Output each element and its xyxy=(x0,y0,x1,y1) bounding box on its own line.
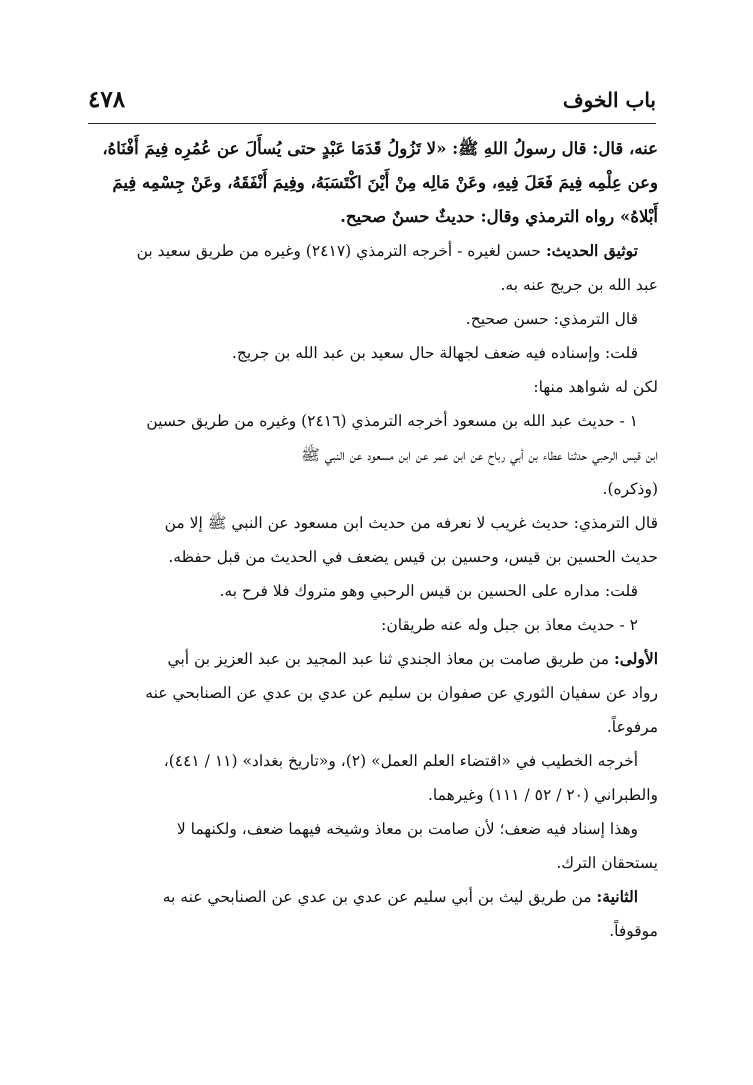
text-fragment: من طريق ليث بن أبي سليم عن عدي بن عدي عن الصنابحي عنه به xyxy=(162,888,592,906)
text-line: لكن له شواهد منها: xyxy=(533,378,658,396)
isnad-assessment-cont xyxy=(78,846,658,880)
section-label: توثيق الحديث: xyxy=(545,241,638,260)
ibn-masud-paragraph-cont xyxy=(78,438,658,506)
text-line: رواد عن سفيان الثوري عن صفوان بن سليم عن عدي بن عدي عن الصنابحي عنه xyxy=(145,684,658,702)
second-route xyxy=(78,880,658,914)
text-line: ٢ - حديث معاذ بن جبل وله عنه طريقان: xyxy=(381,616,638,634)
page-body xyxy=(78,132,658,948)
section-label: الأولى: xyxy=(614,649,658,668)
khatib-takhrij-cont xyxy=(78,778,658,812)
tirmidhi-comment xyxy=(78,506,658,574)
header-divider xyxy=(88,123,656,124)
text-line: أَبْلاهُ» رواه الترمذي وقال: حديثٌ حسنٌ صحيح. xyxy=(340,207,658,226)
text-line xyxy=(78,880,638,914)
hadith-text xyxy=(78,132,658,234)
text-line xyxy=(78,234,638,268)
section-label: الثانية: xyxy=(596,887,638,906)
first-route xyxy=(78,642,658,744)
page-header xyxy=(88,84,656,120)
text-line: عبد الله بن جريج عنه به. xyxy=(500,276,658,294)
takhrij-paragraph xyxy=(78,234,658,268)
text-fragment: حسن لغيره - أخرجه الترمذي (٢٤١٧) وغيره من طريق سعيد بن xyxy=(136,242,541,260)
text-line: قلت: مداره على الحسين بن قيس الرحبي وهو متروك فلا فرح به. xyxy=(219,582,638,600)
khatib-takhrij xyxy=(78,744,658,778)
text-line: مرفوعاً. xyxy=(606,718,658,736)
text-line: (وذكره). xyxy=(602,480,658,498)
text-line: ١ - حديث عبد الله بن مسعود أخرجه الترمذي (٢٤١٦) وغيره من طريق حسين xyxy=(146,412,638,430)
text-line: ابن قيس الرحبي حدثنا عطاء بن أبي رباح عن ابن عمر عن ابن مسعود عن النبي ﷺ xyxy=(301,446,658,464)
text-line: حديث الحسين بن قيس، وحسين بن قيس يضعف في الحديث من قبل حفظه. xyxy=(168,548,658,566)
takhrij-paragraph-cont xyxy=(78,268,658,302)
text-line: يستحقان الترك. xyxy=(556,854,658,872)
text-line: وعن عِلْمِه فِيمَ فَعَلَ فِيهِ، وعَنْ مَالِه مِنْ أَيْنَ اكْتَسَبَهُ، وفِيمَ أَنْفَقَهُ، وعَنْ جِسْمِه فِيمَ xyxy=(112,173,658,192)
second-route-cont xyxy=(78,914,658,948)
text-line: قال الترمذي: حسن صحيح. xyxy=(465,310,638,328)
author-note xyxy=(78,336,658,370)
tirmidhi-ruling xyxy=(78,302,658,336)
page-number: ٤٧٨ xyxy=(88,86,126,113)
ibn-masud-paragraph xyxy=(78,404,658,438)
text-line: موقوفاً. xyxy=(609,922,658,940)
isnad-assessment xyxy=(78,812,658,846)
shawahid-intro xyxy=(78,370,658,404)
text-fragment: من طريق صامت بن معاذ الجندي ثنا عبد المجيد بن عبد العزيز بن أبي xyxy=(167,650,610,668)
text-line: أخرجه الخطيب في «اقتضاء العلم العمل» (٢)، و«تاريخ بغداد» (١١ / ٤٤١)، xyxy=(163,752,638,770)
text-line: وهذا إسناد فيه ضعف؛ لأن صامت بن معاذ وشيخه فيهما ضعف، ولكنهما لا xyxy=(176,820,638,838)
muadh-intro xyxy=(78,608,658,642)
text-line xyxy=(78,642,658,676)
author-note-2 xyxy=(78,574,658,608)
chapter-title: باب الخوف xyxy=(562,88,656,112)
text-line: قلت: وإسناده فيه ضعف لجهالة حال سعيد بن عبد الله بن جريج. xyxy=(231,344,638,362)
text-line: قال الترمذي: حديث غريب لا نعرفه من حديث ابن مسعود عن النبي ﷺ إلا من xyxy=(164,514,658,532)
text-line: عنه، قال: قال رسولُ اللهِ ﷺ: «لا تَزُولُ قَدَمَا عَبْدٍ حتى يُسأَلَ عن عُمُرِه فِيمَ أَفْنَاهُ، xyxy=(102,139,658,158)
text-line: والطبراني (٢٠ / ٥٢ / ١١١) وغيرهما. xyxy=(427,786,658,804)
